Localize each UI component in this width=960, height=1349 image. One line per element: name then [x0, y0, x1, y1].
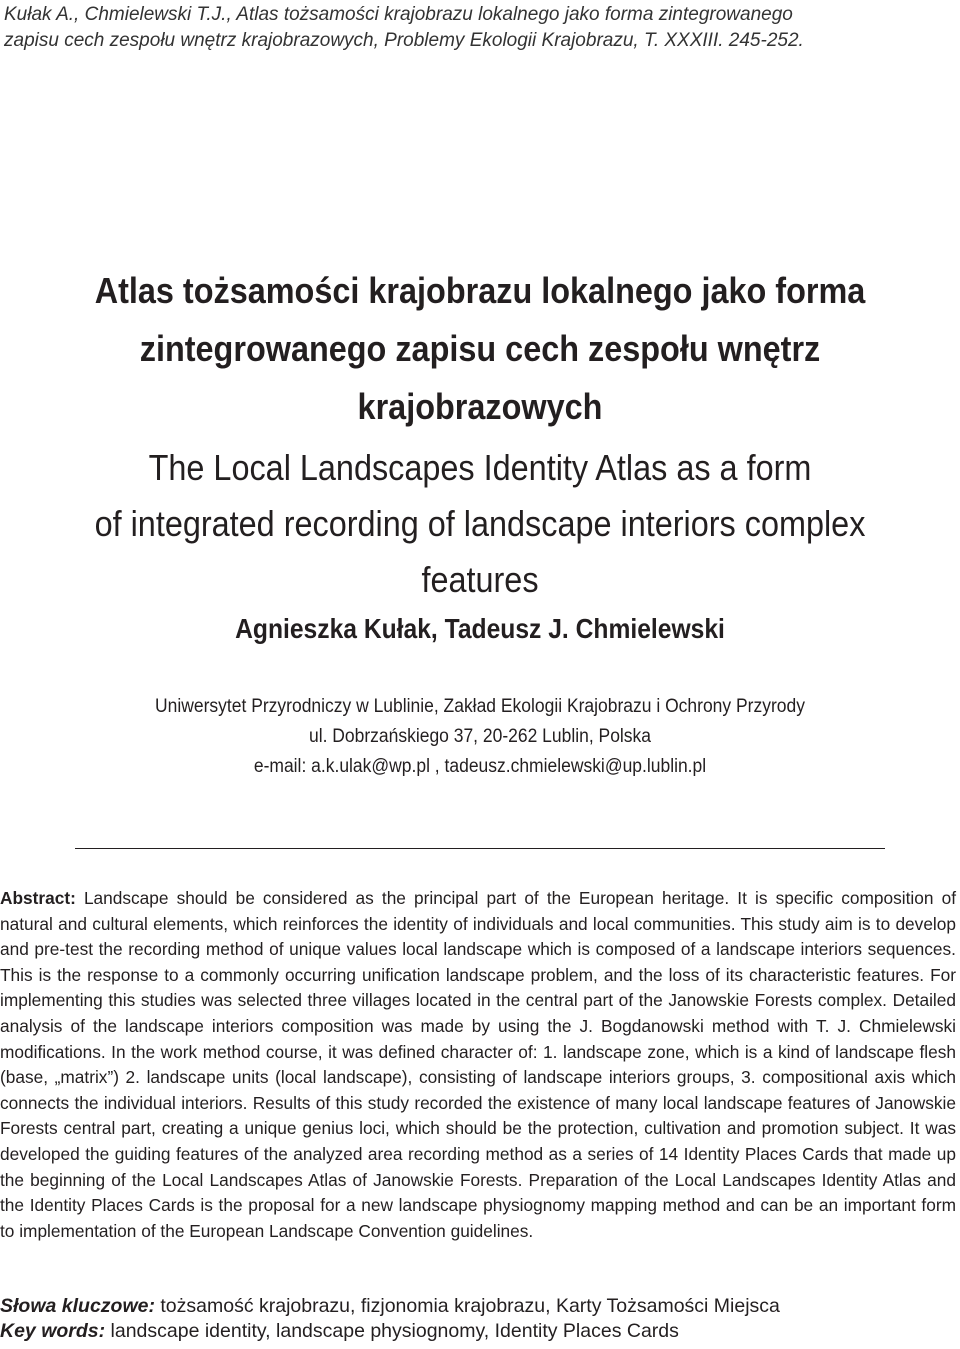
- abstract-label: Abstract:: [0, 888, 76, 908]
- affiliation-email: e-mail: a.k.ulak@wp.pl , tadeusz.chmielewski@up.lublin.pl: [253, 756, 707, 777]
- affiliation-address: ul. Dobrzańskiego 37, 20-262 Lublin, Polska: [308, 726, 652, 747]
- title-english-line-2: of integrated recording of landscape interiors complex features: [94, 503, 866, 600]
- affiliation-institution: Uniwersytet Przyrodniczy w Lublinie, Zakład Ekologii Krajobrazu i Ochrony Przyrody: [155, 696, 805, 717]
- keywords-english: [0, 1319, 960, 1344]
- citation-line-1: Kułak A., Chmielewski T.J., Atlas tożsamości krajobrazu lokalnego jako forma zintegrowanego: [4, 4, 793, 25]
- title-polish-line-2: zintegrowanego zapisu cech zespołu wnętrz krajobrazowych: [139, 328, 821, 427]
- affiliation: [38, 692, 921, 782]
- authors: Agnieszka Kułak, Tadeusz J. Chmielewski: [235, 613, 725, 644]
- keywords-english-text: landscape identity, landscape physiognomy, Identity Places Cards: [105, 1320, 679, 1342]
- title-polish: [48, 262, 912, 436]
- citation-header: [4, 2, 904, 54]
- title-english: [48, 440, 912, 608]
- abstract: [0, 886, 956, 1244]
- citation-line-2: zapisu cech zespołu wnętrz krajobrazowych, Problemy Ekologii Krajobrazu, T. XXXIII. 245-252.: [4, 30, 804, 51]
- keywords-polish: [0, 1294, 960, 1319]
- keywords-block: [0, 1294, 960, 1344]
- separator-rule: [75, 848, 885, 849]
- abstract-text: Landscape should be considered as the principal part of the European heritage. It is specific composition of natural and cultural elements, which reinforces the identity of individuals and local communities. This study aim is to develop and pre-test the recording method of unique values local landscape which is composed of a landscape interiors sequences. This is the response to a commonly occurring unification landscape problem, and the loss of its characteristic features. For implementing this studies was selected three villages located in the central part of the Janowskie Forests complex. Detailed analysis of the landscape interiors composition was made by using the J. Bogdanowski method with T. J. Chmielewski modifications. In the work method course, it was defined character of: 1. landscape zone, which is a kind of landscape flesh (base, „matrix”) 2. landscape units (local landscape), consisting of landscape interiors groups, 3. compositional axis which connects the individual interiors. Results of this study recorded the existence of many local landscape features of Janowskie Forests central part, creating a unique genius loci, which should be the protection, cultivation and promotion subject. It was developed the guiding features of the analyzed area recording method as a series of 14 Identity Places Cards that made up the beginning of the Local Landscapes Atlas of Janowskie Forests. Preparation of the Local Landscapes Identity Atlas and the Identity Places Cards is the proposal for a new landscape physiognomy mapping method and can be an important form to implementation of the European Landscape Convention guidelines.: [0, 888, 956, 1241]
- keywords-polish-text: tożsamość krajobrazu, fizjonomia krajobrazu, Karty Tożsamości Miejsca: [154, 1295, 780, 1317]
- title-english-line-1: The Local Landscapes Identity Atlas as a form: [148, 447, 812, 488]
- title-polish-line-1: Atlas tożsamości krajobrazu lokalnego jako forma: [94, 270, 866, 311]
- keywords-polish-label: Słowa kluczowe:: [0, 1295, 155, 1317]
- keywords-english-label: Key words:: [0, 1320, 106, 1342]
